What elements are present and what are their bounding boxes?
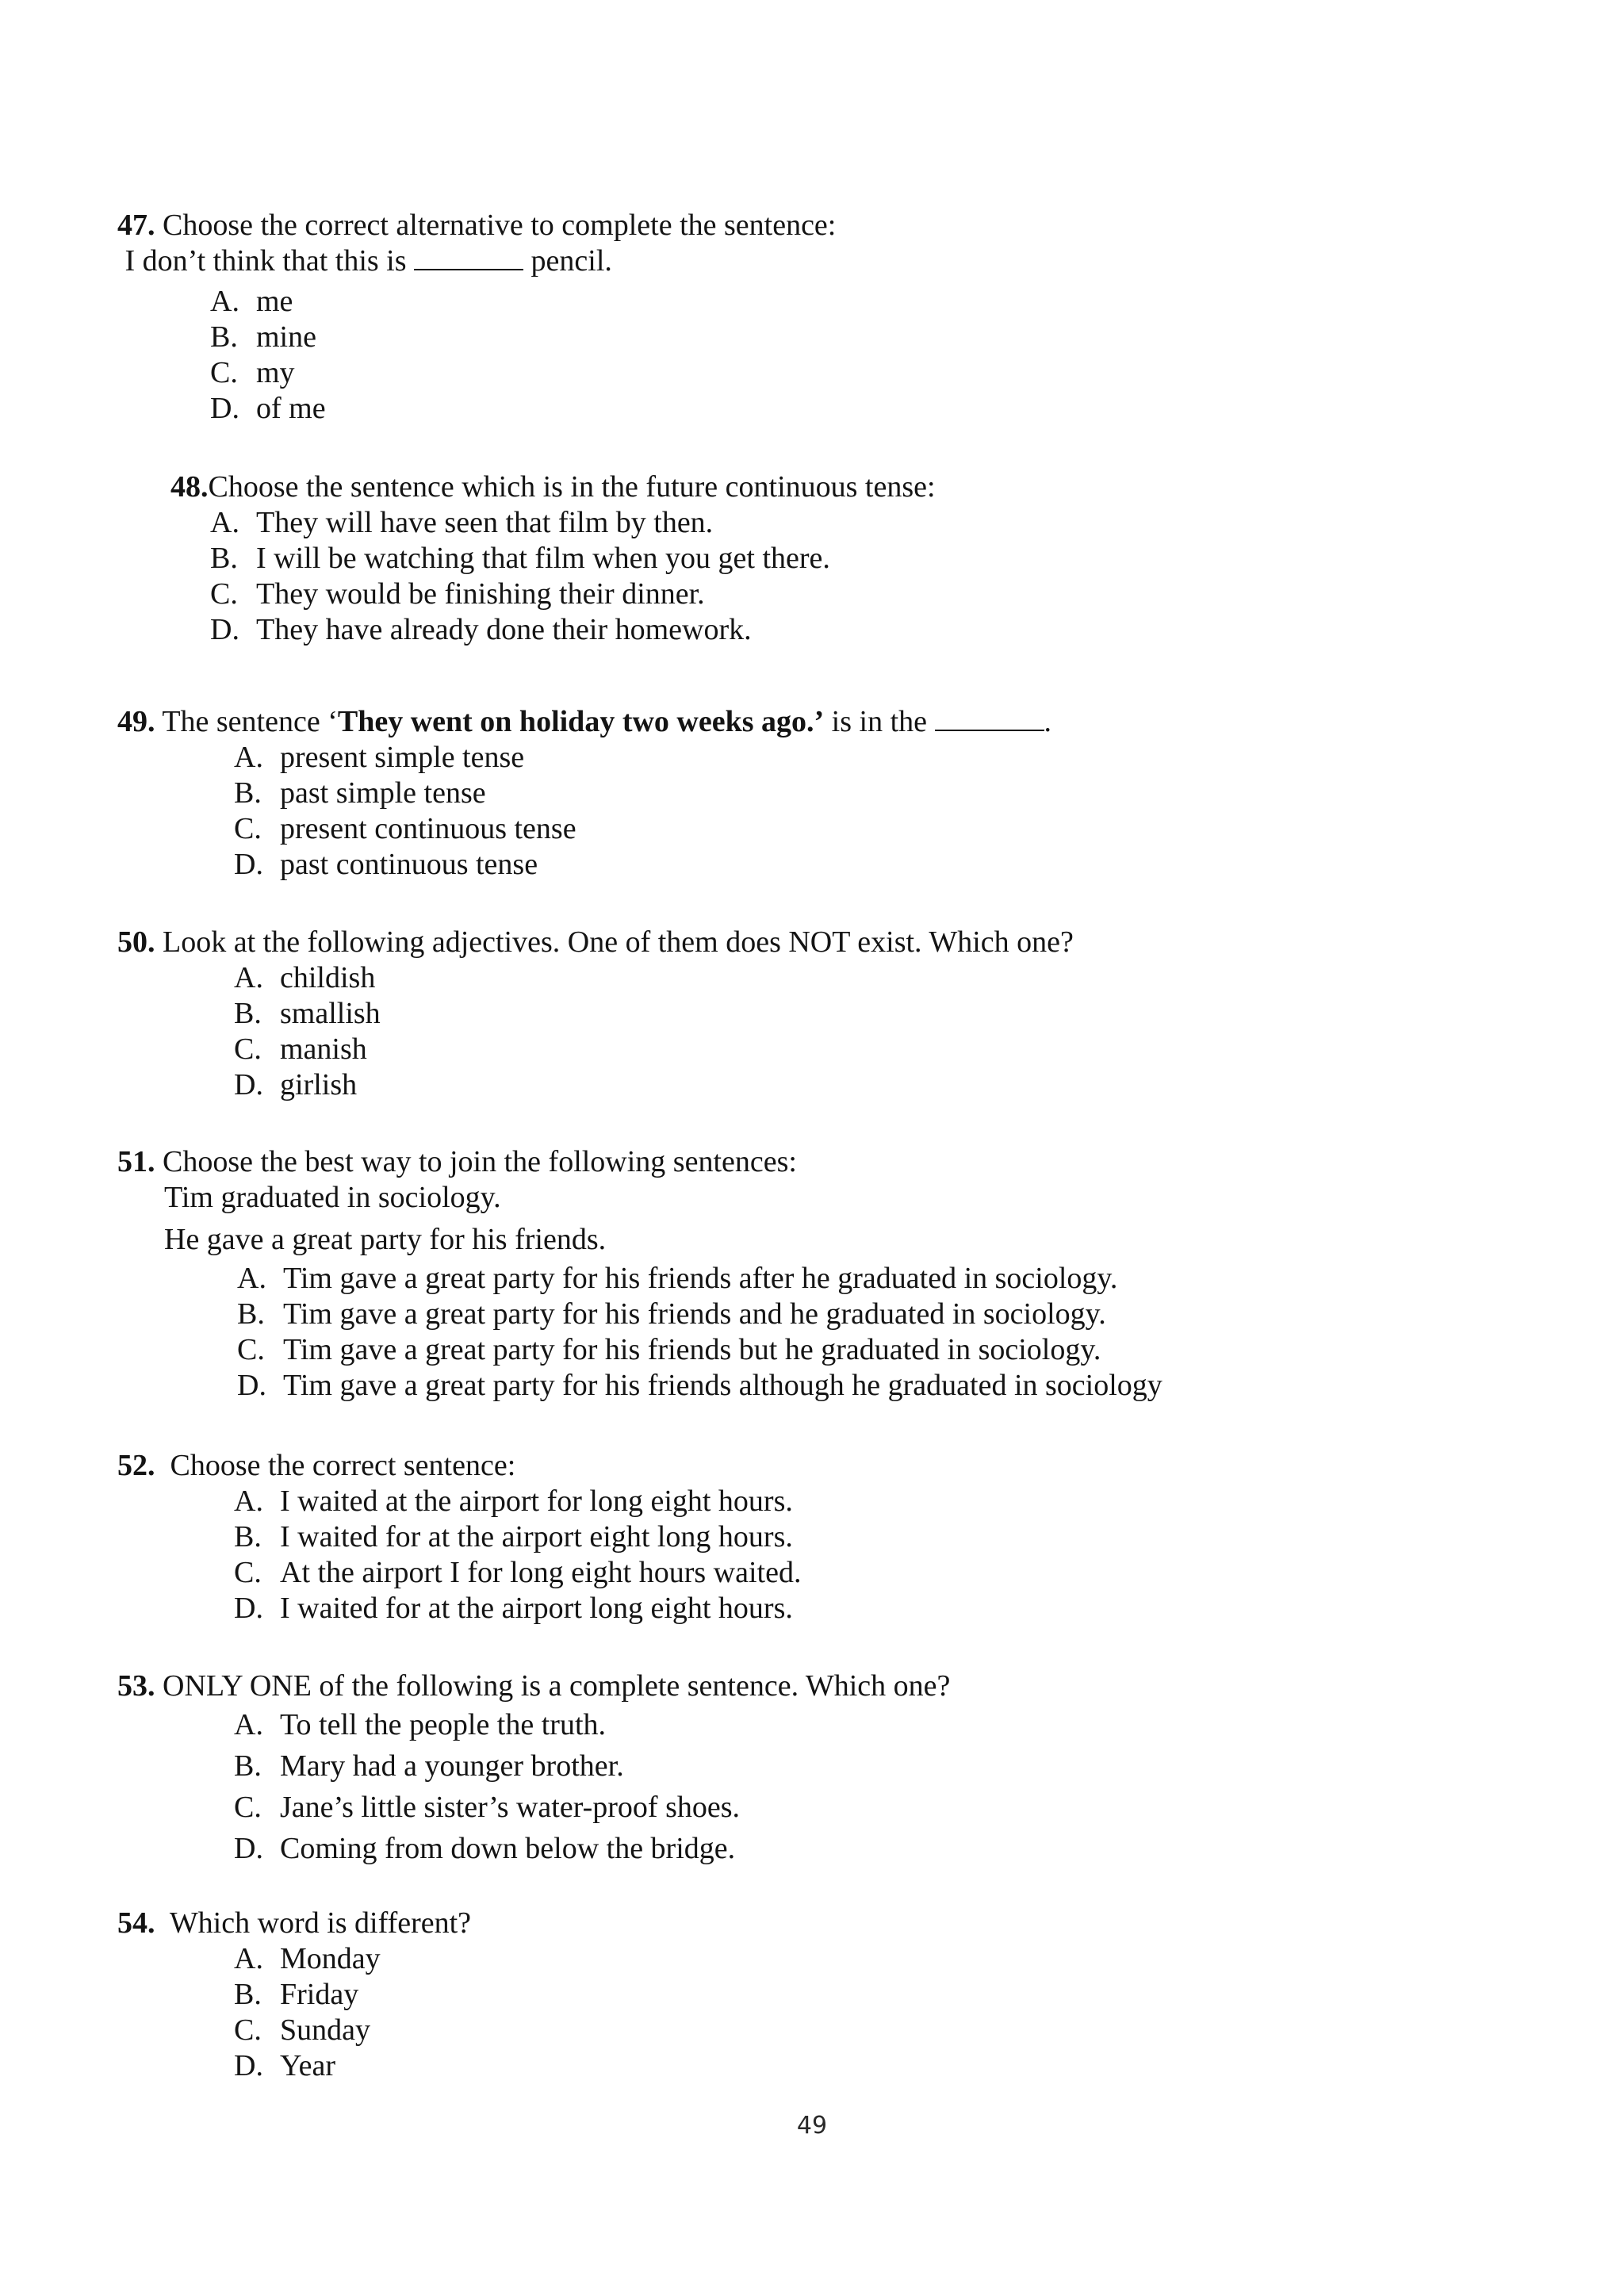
option-c: C. manish [234,1032,367,1066]
option-b: B. smallish [234,997,381,1030]
question-prompt: 50. Look at the following adjectives. One of them does NOT exist. Which one? [117,925,1074,959]
question-prompt: 48.Choose the sentence which is in the future continuous tense: [170,470,936,504]
question-prompt: 52. Choose the correct sentence: [117,1449,516,1482]
question-prompt: 49. The sentence ‘They went on holiday two weeks ago.’ is in the . [117,705,1051,738]
option-a: A. Tim gave a great party for his friends after he graduated in sociology. [237,1262,1118,1295]
option-list [210,505,1529,648]
option-d: D. of me [210,392,326,425]
question-number: 50. [117,925,155,959]
sentence-two: He gave a great party for his friends. [164,1223,607,1256]
question-prompt: 54. Which word is different? [117,1906,472,1940]
option-d: D. past continuous tense [234,848,538,881]
option-d: D. girlish [234,1068,358,1101]
option-list [234,740,1529,883]
option-c: C. They would be finishing their dinner. [210,577,705,611]
option-b: B. Friday [234,1978,359,2011]
option-d: D. They have already done their homework. [210,613,752,646]
option-a: A. Monday [234,1942,381,1975]
option-list [234,960,1529,1103]
option-d: D. I waited for at the airport long eight hours. [234,1592,793,1625]
question-number: 54. [117,1906,155,1940]
option-b: B. mine [210,320,316,354]
question-prompt: 51. Choose the best way to join the following sentences: [117,1145,797,1178]
option-d: D. Year [234,2049,336,2082]
question-number: 53. [117,1669,155,1703]
question-number: 48. [170,470,209,504]
question-sentence: I don’t think that this is pencil. [117,244,612,278]
option-c: C. my [210,356,295,389]
page-number: 49 [796,2112,828,2140]
question-50 [117,925,1529,1103]
option-a: A. me [210,285,293,318]
option-c: C. present continuous tense [234,812,576,845]
question-number: 49. [117,705,155,738]
question-47 [117,208,1529,427]
option-d: D. Coming from down below the bridge. [234,1832,736,1865]
option-b: B. I waited for at the airport eight long hours. [234,1520,793,1554]
question-number: 47. [117,209,155,242]
question-number: 52. [117,1449,155,1482]
question-53 [117,1668,1529,1869]
option-d: D. Tim gave a great party for his friends although he graduated in sociology [237,1369,1162,1402]
option-list [234,1704,1529,1869]
option-b: B. I will be watching that film when you get there. [210,542,830,575]
option-b: B. Tim gave a great party for his friends and he graduated in sociology. [237,1297,1106,1331]
question-52 [117,1448,1529,1626]
question-48 [117,469,1529,648]
option-b: B. Mary had a younger brother. [234,1749,624,1783]
option-list [210,284,1529,427]
answer-blank [935,706,1044,731]
option-a: A. I waited at the airport for long eight hours. [234,1485,793,1518]
option-a: A. To tell the people the truth. [234,1708,607,1741]
answer-blank [414,245,523,270]
sentence-one: Tim graduated in sociology. [164,1181,501,1214]
question-49 [117,704,1529,883]
option-c: C. Jane’s little sister’s water-proof shoes. [234,1791,741,1824]
option-a: A. present simple tense [234,741,525,774]
option-list [237,1261,1529,1404]
question-51 [117,1144,1529,1404]
question-54 [117,1906,1529,2084]
question-prompt: 53. ONLY ONE of the following is a complete sentence. Which one? [117,1669,951,1703]
option-c: C. Sunday [234,2013,370,2047]
option-b: B. past simple tense [234,776,486,810]
option-c: C. At the airport I for long eight hours waited. [234,1556,802,1589]
option-a: A. childish [234,961,376,994]
question-number: 51. [117,1145,155,1178]
option-a: A. They will have seen that film by then. [210,506,714,539]
option-list [234,1484,1529,1626]
option-c: C. Tim gave a great party for his friends but he graduated in sociology. [237,1333,1101,1366]
question-prompt: 47. Choose the correct alternative to complete the sentence: [117,209,837,242]
option-list [234,1941,1529,2084]
